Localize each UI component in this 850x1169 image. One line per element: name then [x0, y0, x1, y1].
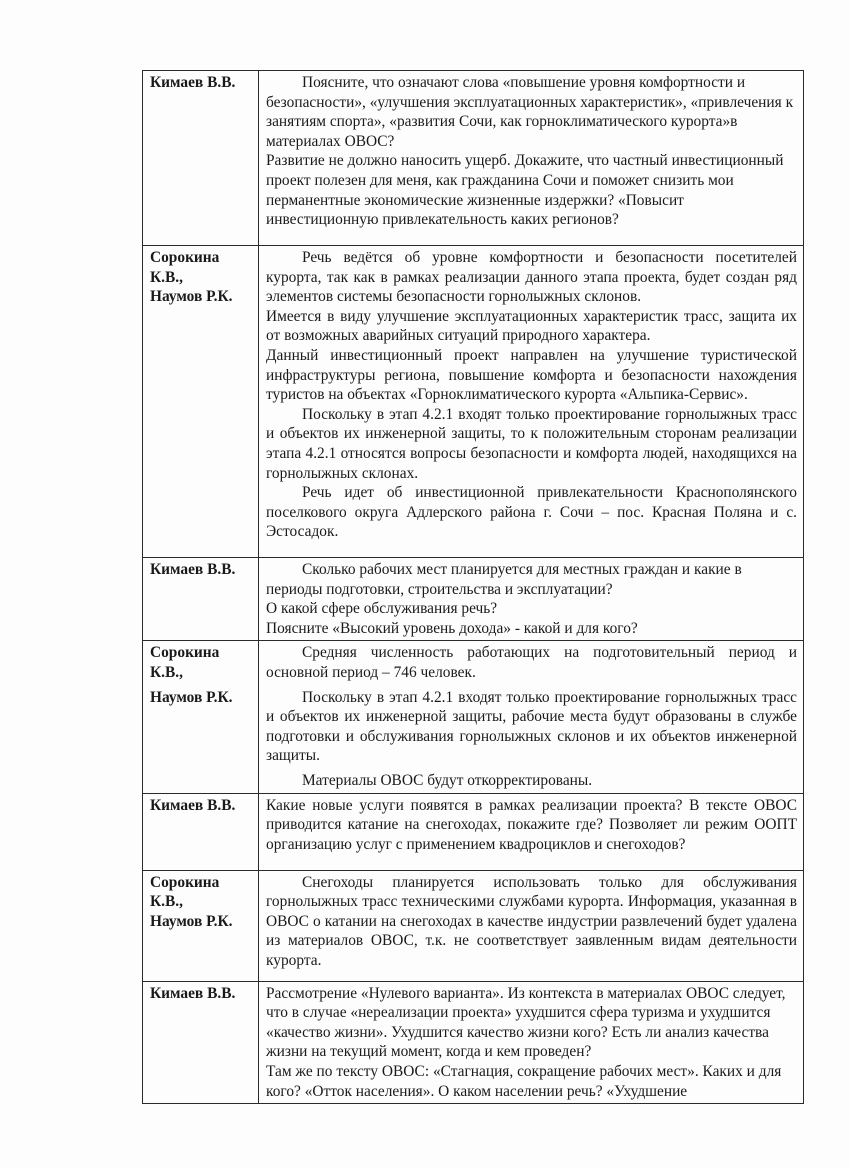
paragraph: Поскольку в этап 4.2.1 входят только проектирование горнолыжных трасс и объектов их инженерной защиты, рабочие места будут образованы в службе подготовки и обслуживания горнолыжных склонов и их объектов инженерной защиты.: [266, 688, 797, 765]
content-cell: [259, 246, 804, 558]
table-row: [143, 870, 804, 981]
speaker-name: Наумов Р.К.: [150, 288, 233, 306]
paragraph: Рассмотрение «Нулевого варианта». Из контекста в материалах ОВОС следует, что в случае «нереализации проекта» ухудшится сфера туризма и ухудшится «качество жизни». Ухудшится качество жизни кого? Есть ли анализ качества жизни на текущий момент, когда и кем проведен?: [266, 984, 786, 1061]
speaker-initials: К.В.,: [150, 893, 183, 911]
paragraph: Поскольку в этап 4.2.1 входят только проектирование горнолыжных трасс и объектов их инженерной защиты, то к положительным сторонам реализации этапа 4.2.1 относятся вопросы безопасности и комфорта людей, находящихся на горнолыжных склонах.: [266, 405, 797, 482]
speaker-name: Сорокина: [150, 249, 220, 266]
paragraph: Развитие не должно наносить ущерб. Докажите, что частный инвестиционный проект полезен для меня, как гражданина Сочи и поможет снизить мои перманентные экономические жизненные издержки? «Повысит инвестиционную привлекательность каких регионов?: [266, 152, 784, 229]
paragraph: Речь ведётся об уровне комфортности и безопасности посетителей курорта, так как в рамках реализации данного этапа проекта, будет создан ряд элементов системы безопасности горнолыжных склонов.: [266, 249, 797, 306]
paragraph: Сколько рабочих мест планируется для местных граждан и какие в периоды подготовки, строительства и эксплуатации?: [266, 561, 742, 598]
table-row: [143, 793, 804, 870]
paragraph: Данный инвестиционный проект направлен на улучшение туристической инфраструктуры региона, повышение комфорта и безопасности нахождения туристов на объектах «Горноклиматического курорта «Альпика-Сервис».: [266, 346, 797, 404]
paragraph: О какой сфере обслуживания речь?: [266, 600, 498, 618]
speaker-cell: [143, 246, 259, 558]
content-cell: [259, 793, 804, 870]
speaker-name: Кимаев В.В.: [150, 796, 236, 814]
paragraph: Имеется в виду улучшение эксплуатационных характеристик трасс, защита их от возможных аварийных ситуаций природного характера.: [266, 307, 797, 345]
speaker-name: Кимаев В.В.: [150, 74, 236, 91]
table-row: [143, 558, 804, 641]
speaker-name: Сорокина: [150, 644, 220, 662]
speaker-name: Наумов Р.К.: [150, 912, 233, 930]
content-cell: [259, 558, 804, 641]
table-row: [143, 641, 804, 793]
paragraph: Снегоходы планируется использовать только для обслуживания горнолыжных трасс техническими службами курорта. Информация, указанная в ОВОС о катании на снегоходах в качестве индустрии развлечений будет удалена из материалов ОВОС, т.к. не соответствует заявленным видам деятельности курорта.: [266, 873, 797, 969]
paragraph: Средняя численность работающих на подготовительный период и основной период – 746 человек.: [266, 644, 797, 681]
speaker-name: Наумов Р.К.: [150, 688, 233, 706]
speaker-cell: [143, 641, 259, 793]
paragraph: Какие новые услуги появятся в рамках реализации проекта? В тексте ОВОС приводится катание на снегоходах, покажите где? Позволяет ли режим ООПТ организацию услуг с применением квадроциклов и снегоходов?: [266, 796, 797, 853]
table-row: [143, 71, 804, 246]
paragraph: Поясните «Высокий уровень дохода» - какой и для кого?: [266, 619, 638, 637]
qa-table: [142, 70, 804, 1104]
content-cell: [259, 641, 804, 793]
table-row: [143, 246, 804, 558]
speaker-name: Кимаев В.В.: [150, 561, 236, 578]
paragraph: Поясните, что означают слова «повышение уровня комфортности и безопасности», «улучшения эксплуатационных характеристик», «привлечения к занятиям спорта», «развития Сочи, как горноклиматического курорта»в материалах ОВОС?: [266, 74, 794, 150]
paragraph: Материалы ОВОС будут откорректированы.: [302, 771, 593, 789]
speaker-initials: К.В.,: [150, 268, 183, 286]
content-cell: [259, 981, 804, 1104]
speaker-cell: [143, 71, 259, 246]
paragraph: Речь идет об инвестиционной привлекательности Краснополянского поселкового округа Адлерского района г. Сочи – пос. Красная Поляна и с. Эстосадок.: [266, 484, 797, 541]
speaker-name: Кимаев В.В.: [150, 984, 236, 1002]
speaker-cell: [143, 870, 259, 981]
speaker-cell: [143, 558, 259, 641]
paragraph: Там же по тексту ОВОС: «Стагнация, сокращение рабочих мест». Каких и для кого? «Отток населения». О каком населении речь? «Ухудшение: [266, 1062, 782, 1100]
table-row: [143, 981, 804, 1104]
content-cell: [259, 71, 804, 246]
speaker-cell: [143, 793, 259, 870]
speaker-cell: [143, 981, 259, 1104]
content-cell: [259, 870, 804, 981]
speaker-name: Сорокина: [150, 873, 220, 891]
speaker-initials: К.В.,: [150, 663, 183, 681]
